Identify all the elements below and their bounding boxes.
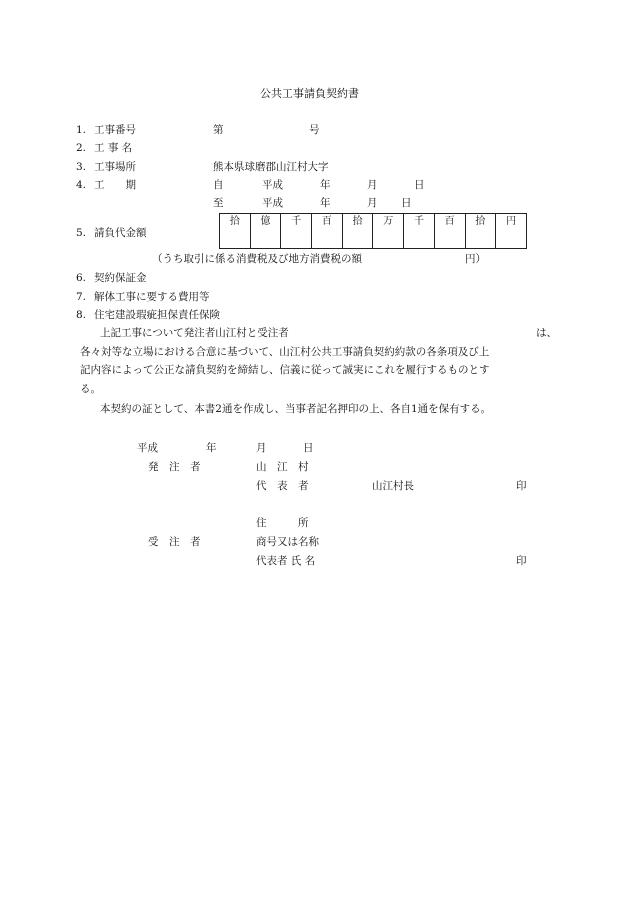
period-to-year: 年	[320, 197, 331, 209]
document-title: 公共工事請負契約書	[260, 87, 359, 100]
contractor-role: 受 注 者	[148, 536, 201, 548]
item-3-value: 熊本県球磨郡山江村大字	[213, 161, 329, 173]
item-4-label: 工 期	[94, 179, 136, 191]
item-3-number: 3.	[76, 161, 87, 173]
period-from-year: 年	[320, 179, 331, 191]
tax-note-start: （うち取引に係る消費税及び地方消費税の額	[152, 253, 362, 265]
amount-unit-cell: 拾	[342, 214, 373, 249]
item-1-number: 1.	[76, 124, 87, 136]
period-from-day: 日	[414, 179, 425, 191]
amount-unit-cell: 拾	[465, 214, 496, 249]
item-6-number: 6.	[76, 272, 87, 284]
amount-unit-cell: 千	[281, 214, 312, 249]
orderer-seal-mark: 印	[516, 480, 527, 492]
amount-unit-cell: 円	[496, 214, 527, 249]
item-3-label: 工事場所	[94, 161, 136, 173]
body-paragraph-1-end: は、	[536, 327, 557, 339]
tax-note-end: 円）	[465, 253, 486, 265]
amount-unit-cell: 拾	[229, 216, 240, 227]
period-to-era: 平成	[262, 197, 283, 209]
body-paragraph-2: 本契約の証として、本書2通を作成し、当事者記名押印の上、各自1通を保有する。	[100, 403, 492, 415]
period-from-prefix: 自	[213, 179, 224, 191]
amount-unit-cell: 百	[312, 214, 343, 249]
period-to-month: 月	[367, 197, 378, 209]
item-5-label: 請負代金額	[94, 227, 147, 239]
item-7-label: 解体工事に要する費用等	[94, 291, 210, 303]
contractor-trade-name-label: 商号又は名称	[256, 536, 319, 548]
body-paragraph-1-line-2: 各々対等な立場における合意に基づいて、山江村公共工事請負契約約款の各条項及び上	[80, 346, 490, 358]
period-to-prefix: 至	[213, 197, 224, 209]
item-2-number: 2.	[76, 142, 87, 154]
sign-date-era: 平成	[137, 442, 158, 454]
item-8-label: 住宅建設瑕疵担保責任保険	[94, 309, 220, 321]
orderer-rep-label: 代 表 者	[256, 480, 309, 492]
body-paragraph-1-line-3: 記内容によって公正な請負契約を締結し、信義に従って誠実にこれを履行するものとす	[80, 364, 490, 376]
item-1-suffix: 号	[309, 124, 320, 136]
period-from-month: 月	[367, 179, 378, 191]
amount-unit-cell: 千	[404, 214, 435, 249]
contractor-seal-mark: 印	[516, 555, 527, 567]
sign-date-day: 日	[303, 442, 314, 454]
sign-date-month: 月	[256, 442, 267, 454]
item-8-number: 8.	[76, 309, 87, 321]
item-2-label: 工 事 名	[94, 142, 133, 154]
amount-unit-cell: 百	[434, 214, 465, 249]
item-7-number: 7.	[76, 291, 87, 303]
orderer-role: 発 注 者	[148, 461, 201, 473]
orderer-rep-value: 山江村長	[372, 480, 414, 492]
contract-amount-grid	[219, 213, 527, 249]
body-paragraph-1-start: 上記工事について発注者山江村と受注者	[100, 327, 289, 339]
item-1-prefix: 第	[213, 124, 224, 136]
amount-unit-cell: 万	[373, 214, 404, 249]
period-from-era: 平成	[262, 179, 283, 191]
item-1-label: 工事番号	[94, 124, 136, 136]
amount-unit-cell: 億	[250, 214, 281, 249]
period-to-day: 日	[401, 197, 412, 209]
body-paragraph-1-line-4: る。	[80, 383, 101, 395]
item-6-label: 契約保証金	[94, 272, 147, 284]
contractor-address-label: 住 所	[256, 517, 309, 529]
sign-date-year: 年	[206, 442, 217, 454]
orderer-name: 山 江 村	[256, 461, 309, 473]
contractor-rep-label: 代表者 氏 名	[256, 555, 316, 567]
item-5-number: 5.	[76, 227, 87, 239]
item-4-number: 4.	[76, 179, 87, 191]
